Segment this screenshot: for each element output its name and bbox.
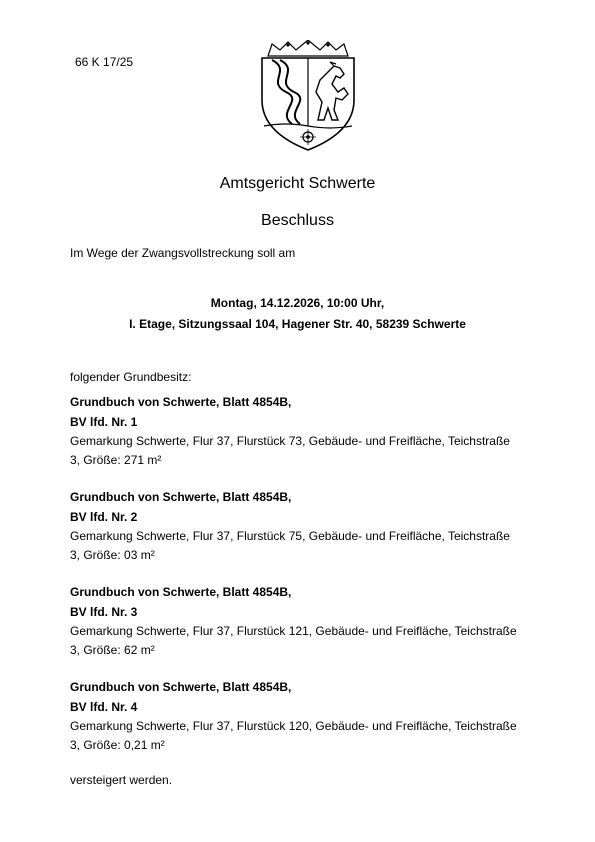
register-line: Grundbuch von Schwerte, Blatt 4854B, — [70, 395, 292, 409]
entry-description-line: Gemarkung Schwerte, Flur 37, Flurstück 73, Gebäude- und Freifläche, Teichstraße — [70, 434, 510, 448]
document-title: Beschluss — [261, 212, 334, 229]
nrw-coat-of-arms-icon — [258, 40, 358, 152]
register-line: Grundbuch von Schwerte, Blatt 4854B, — [70, 585, 292, 599]
property-lead-text: folgender Grundbesitz: — [70, 370, 192, 384]
entry-number: BV lfd. Nr. 2 — [70, 510, 138, 524]
court-name: Amtsgericht Schwerte — [219, 175, 376, 192]
entry-number: BV lfd. Nr. 4 — [70, 700, 138, 714]
entry-description-line: 3, Größe: 271 m² — [70, 453, 162, 467]
property-entry — [70, 677, 530, 755]
property-entry — [70, 392, 530, 470]
auction-location: I. Etage, Sitzungssaal 104, Hagener Str. 40, 58239 Schwerte — [129, 317, 466, 331]
entry-description-line: Gemarkung Schwerte, Flur 37, Flurstück 121, Gebäude- und Freifläche, Teichstraße — [70, 624, 517, 638]
entry-description-line: Gemarkung Schwerte, Flur 37, Flurstück 75, Gebäude- und Freifläche, Teichstraße — [70, 529, 510, 543]
entry-description-line: 3, Größe: 03 m² — [70, 548, 155, 562]
closing-text: versteigert werden. — [70, 773, 173, 787]
property-entry — [70, 582, 530, 660]
entry-description-line: Gemarkung Schwerte, Flur 37, Flurstück 120, Gebäude- und Freifläche, Teichstraße — [70, 719, 517, 733]
property-entry — [70, 487, 530, 565]
register-line: Grundbuch von Schwerte, Blatt 4854B, — [70, 490, 292, 504]
intro-text: Im Wege der Zwangsvollstreckung soll am — [70, 246, 296, 260]
register-line: Grundbuch von Schwerte, Blatt 4854B, — [70, 680, 292, 694]
case-number: 66 K 17/25 — [75, 55, 134, 69]
entry-description-line: 3, Größe: 62 m² — [70, 643, 155, 657]
entry-number: BV lfd. Nr. 1 — [70, 415, 138, 429]
entry-number: BV lfd. Nr. 3 — [70, 605, 138, 619]
auction-date: Montag, 14.12.2026, 10:00 Uhr, — [210, 296, 385, 310]
entry-description-line: 3, Größe: 0,21 m² — [70, 738, 165, 752]
